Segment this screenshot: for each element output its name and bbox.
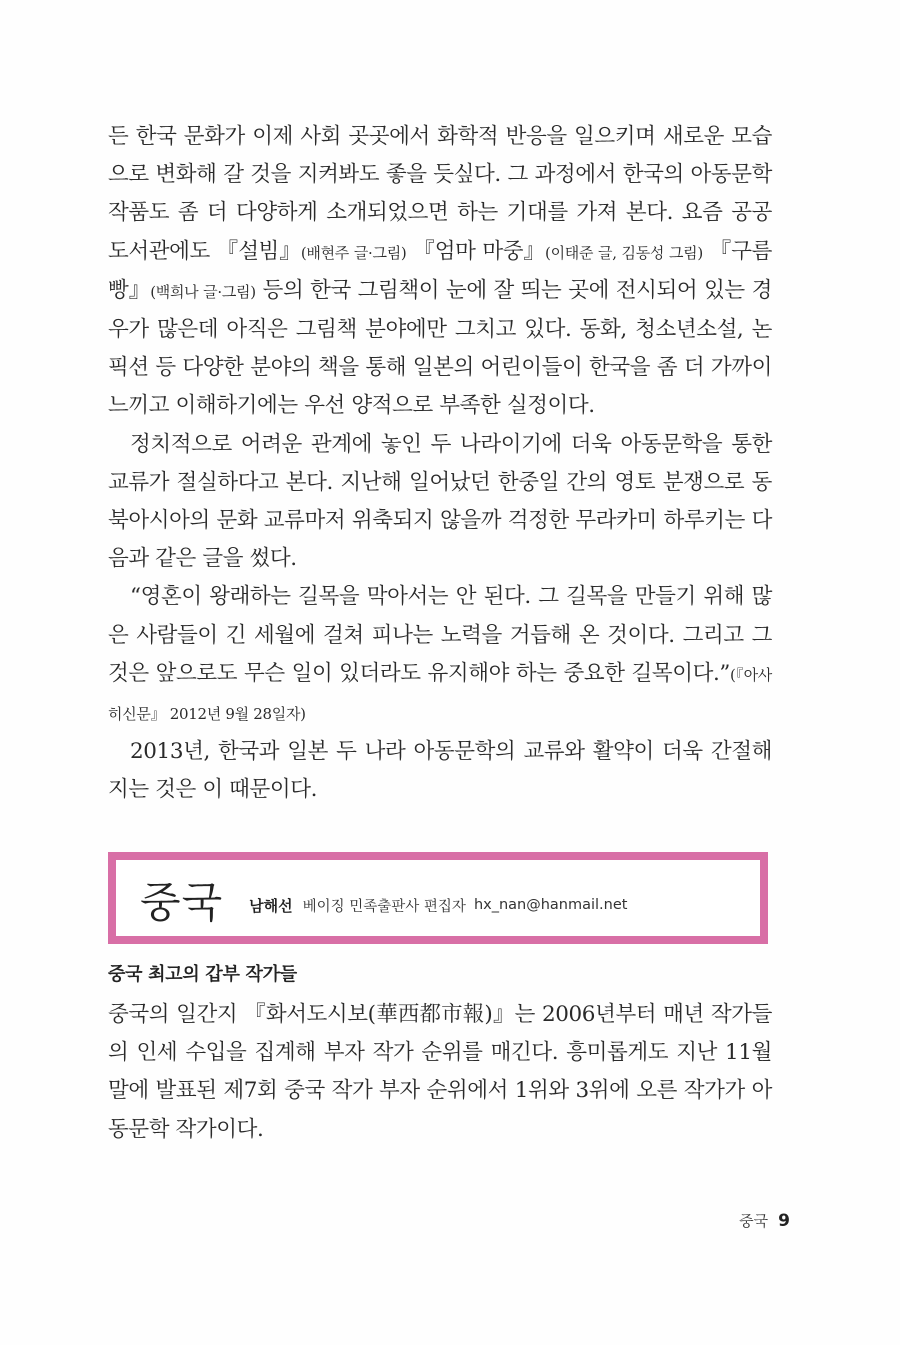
book-credit: (배현주 글·그림) — [300, 243, 407, 262]
author-role: 베이징 민족출판사 편집자 — [302, 898, 466, 915]
book-credit: (이태준 글, 김동성 그림) — [545, 243, 703, 262]
paragraph: 중국의 일간지 『화서도시보(華西都市報)』는 2006년부터 매년 작가들의 인세 수입을 집계해 부자 작가 순위를 매긴다. 흥미롭게도 지난 11월 말에 발표된 제7회 중국 작가 부자 순위에서 1위와 3위에 오른 작가가 아동문학 작가이다. — [108, 1002, 772, 1142]
banner-inner — [116, 860, 760, 936]
paragraph-text: 등의 한국 그림책이 눈에 잘 띄는 곳에 전시되어 있는 경우가 많은데 아직은 그림책 분야에만 그치고 있다. 동화, 청소년소설, 논픽션 등 다양한 분야의 책을 통해 일본의 어린이들이 한국을 좀 더 가까이 느끼고 이해하기에는 우선 양적으로 부족한 실정이다. — [108, 277, 772, 419]
country-title: 중국 — [140, 878, 224, 927]
lower-body-text — [108, 996, 772, 1149]
paragraph-text: 『엄마 마중』 — [406, 238, 546, 264]
book-credit: (백희나 글·그림) — [150, 282, 256, 301]
paragraph-text: 든 한국 문화가 이제 사회 곳곳에서 화학적 반응을 일으키며 새로운 모습으로 변화해 갈 것을 지켜봐도 좋을 듯싶다. 그 과정에서 한국의 아동문학 작품도 좀 더 다양하게 소개되었으면 하는 기대를 가져 본다. 요즘 공공 도서관에도 『설빔』 — [108, 124, 772, 264]
quote-source: (『아사히신문』 2012년 9월 28일자) — [108, 665, 772, 724]
running-footer-label: 중국 — [739, 1212, 769, 1230]
country-section-banner — [108, 852, 768, 944]
paragraph-text: 『구름빵』 — [108, 238, 773, 303]
paragraph — [108, 118, 772, 426]
upper-body-text — [108, 118, 772, 810]
paragraph: 정치적으로 어려운 관계에 놓인 두 나라이기에 더욱 아동문학을 통한 교류가 절실하다고 본다. 지난해 일어났던 한중일 간의 영토 분쟁으로 동북아시아의 문화 교류마저 위축되지 않을까 걱정한 무라카미 하루키는 다음과 같은 글을 썼다. — [108, 431, 772, 572]
quote-text: “영혼이 왕래하는 길목을 막아서는 안 된다. 그 길목을 만들기 위해 많은 사람들이 긴 세월에 걸쳐 피나는 노력을 거듭해 온 것이다. 그리고 그것은 앞으로도 무슨 일이 있더라도 유지해야 하는 중요한 길목이다.” — [108, 584, 772, 686]
quote-paragraph — [108, 578, 772, 733]
section-heading: 중국 최고의 갑부 작가들 — [108, 964, 297, 985]
page-footer — [739, 1210, 790, 1231]
author-name: 남해선 — [249, 896, 293, 915]
author-email: hx_nan@hanmail.net — [473, 897, 628, 913]
paragraph: 2013년, 한국과 일본 두 나라 아동문학의 교류와 활약이 더욱 간절해지는 것은 이 때문이다. — [108, 739, 772, 803]
page-number: 9 — [778, 1211, 790, 1231]
